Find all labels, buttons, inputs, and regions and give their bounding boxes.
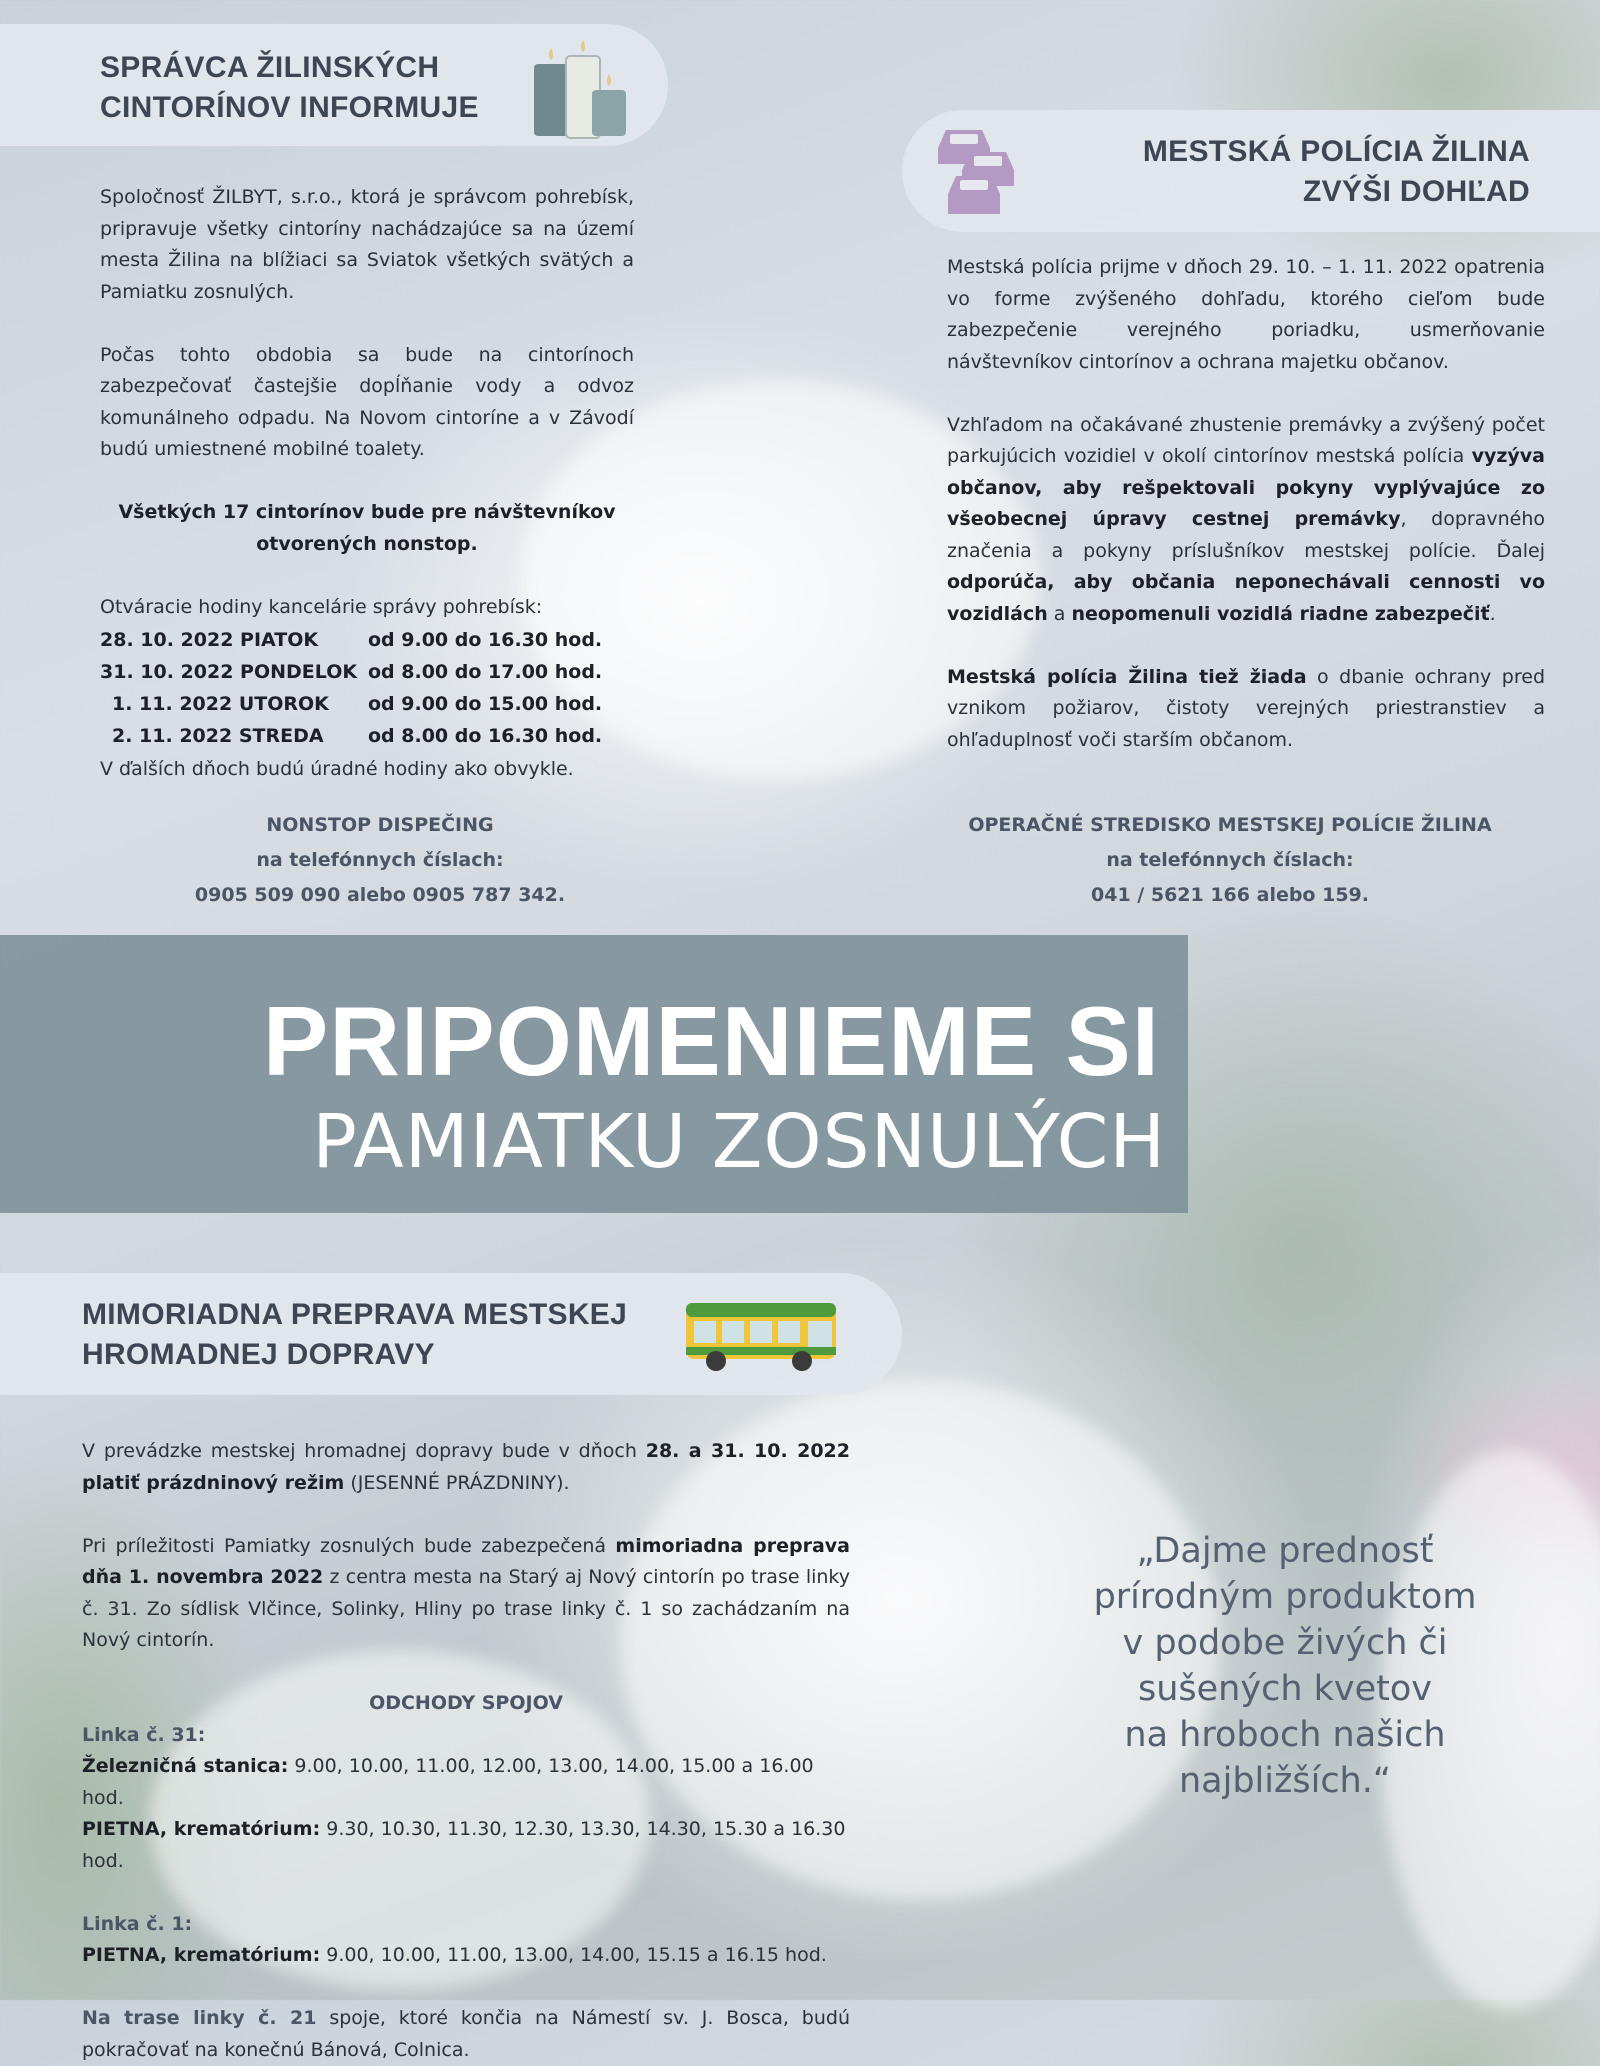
transport-paragraph-1: V prevádzke mestskej hromadnej dopravy bude v dňoch 28. a 31. 10. 2022 platiť prázdninový režim (JESENNÉ PRÁZDNINY).: [82, 1440, 851, 1494]
hours-row: 28. 10. 2022 PIATOK od 9.00 do 16.30 hod.: [100, 629, 603, 651]
cemetery-body: [100, 182, 634, 623]
transport-body: [82, 1436, 850, 2066]
cemetery-paragraph-2: Počas tohto obdobia sa bude na cintorínoch zabezpečovať častejšie dopĺňanie vody a odvoz komunálneho odpadu. Na Novom cintoríne a v Závodí budú umiestnené mobilné toalety.: [100, 343, 634, 460]
line-1-stop-1: PIETNA, krematórium: 9.00, 10.00, 11.00, 13.00, 14.00, 15.15 a 16.15 hod.: [82, 1944, 827, 1966]
line-31-stop-1: Železničná stanica: 9.00, 10.00, 11.00, 12.00, 13.00, 14.00, 15.00 a 16.00 hod.: [82, 1755, 814, 1809]
banner-title-line-2: PAMIATKU ZOSNULÝCH: [312, 1099, 1166, 1185]
police-body: [947, 252, 1545, 756]
candles-icon: [530, 38, 632, 142]
hours-row: 1. 11. 2022 UTOROK od 9.00 do 15.00 hod.: [112, 693, 603, 715]
cemetery-title: SPRÁVCA ŽILINSKÝCH CINTORÍNOV INFORMUJE: [100, 51, 479, 124]
transport-header: [0, 1273, 902, 1395]
police-paragraph-2: Vzhľadom na očakávané zhustenie premávky a zvýšený počet parkujúcich vozidiel v okolí cintorínov mestská polícia vyzýva občanov, aby rešpektovali pokyny vyplývajúce zo všeobecnej úpravy cestnej premávky, dopravného značenia a pokyny príslušníkov mestskej polície. Ďalej odporúča, aby občania neponechávali cennosti vo vozidlách a neopomenuli vozidlá riadne zabezpečiť.: [947, 413, 1545, 625]
police-title: MESTSKÁ POLÍCIA ŽILINA ZVÝŠI DOHĽAD: [1142, 135, 1530, 208]
police-contact: OPERAČNÉ STREDISKO MESTSKEJ POLÍCIE ŽILINA na telefónnych číslach: 041 / 5621 166 alebo 159.: [968, 814, 1492, 906]
line-21-note: Na trase linky č. 21 spoje, ktoré končia na Námestí sv. J. Bosca, budú pokračovať na konečnú Bánová, Colnica.: [82, 2007, 850, 2061]
cemetery-paragraph-1: Spoločnosť ŽILBYT, s.r.o., ktorá je správcom pohrebísk, pripravuje všetky cintoríny nachádzajúce sa na území mesta Žilina na blížiaci sa Sviatok všetkých svätých a Pamiatku zosnulých.: [100, 186, 634, 303]
cemetery-nonstop-note: Všetkých 17 cintorínov bude pre návštevníkov otvorených nonstop.: [118, 501, 616, 555]
line-31-label: Linka č. 31:: [82, 1723, 206, 1746]
banner-title-line-1: PRIPOMENIEME SI: [262, 986, 1160, 1096]
hours-row: 2. 11. 2022 STREDA od 8.00 do 16.30 hod.: [112, 725, 603, 747]
quote: „Dajme prednosť prírodným produktom v podobe živých či sušených kvetov na hroboch našich najbližších.“: [1093, 1531, 1477, 1801]
transport-title: MIMORIADNA PREPRAVA MESTSKEJ HROMADNEJ DOPRAVY: [82, 1298, 628, 1371]
police-paragraph-1: Mestská polícia prijme v dňoch 29. 10. – 1. 11. 2022 opatrenia vo forme zvýšeného dohľadu, ktorého cieľom bude zabezpečenie verejného poriadku, usmerňovanie návštevníkov cintorínov a ochrana majetku občanov.: [947, 256, 1545, 373]
line-31-stop-2: PIETNA, krematórium: 9.30, 10.30, 11.30, 12.30, 13.30, 14.30, 15.30 a 16.30 hod.: [82, 1818, 846, 1872]
police-paragraph-3: Mestská polícia Žilina tiež žiada o dbanie ochrany pred vznikom požiarov, čistoty verejných priestranstiev a ohľaduplnosť voči starším občanom.: [947, 665, 1545, 751]
cemetery-header: [0, 24, 668, 146]
dispatch-contact: NONSTOP DISPEČING na telefónnych číslach: 0905 509 090 alebo 0905 787 342.: [194, 814, 566, 906]
hours-note: V ďalších dňoch budú úradné hodiny ako obvykle.: [100, 758, 574, 780]
hours-intro: Otváracie hodiny kancelárie správy pohrebísk:: [100, 595, 543, 618]
departures-heading: ODCHODY SPOJOV: [369, 1692, 563, 1714]
transport-paragraph-2: Pri príležitosti Pamiatky zosnulých bude zabezpečená mimoriadna preprava dňa 1. novembra 2022 z centra mesta na Starý aj Nový cintorín po trase linky č. 31. Zo sídlisk Vlčince, Solinky, Hliny po trase linky č. 1 so zachádzaním na Nový cintorín.: [82, 1534, 850, 1651]
title-banner: [0, 935, 1188, 1213]
bus-icon: [682, 1295, 846, 1377]
hours-row: 31. 10. 2022 PONDELOK od 8.00 do 17.00 hod.: [100, 661, 603, 683]
line-1-label: Linka č. 1:: [82, 1912, 193, 1935]
police-header: [902, 110, 1600, 232]
office-hours-table: [100, 624, 640, 752]
cars-icon: [932, 122, 1028, 220]
